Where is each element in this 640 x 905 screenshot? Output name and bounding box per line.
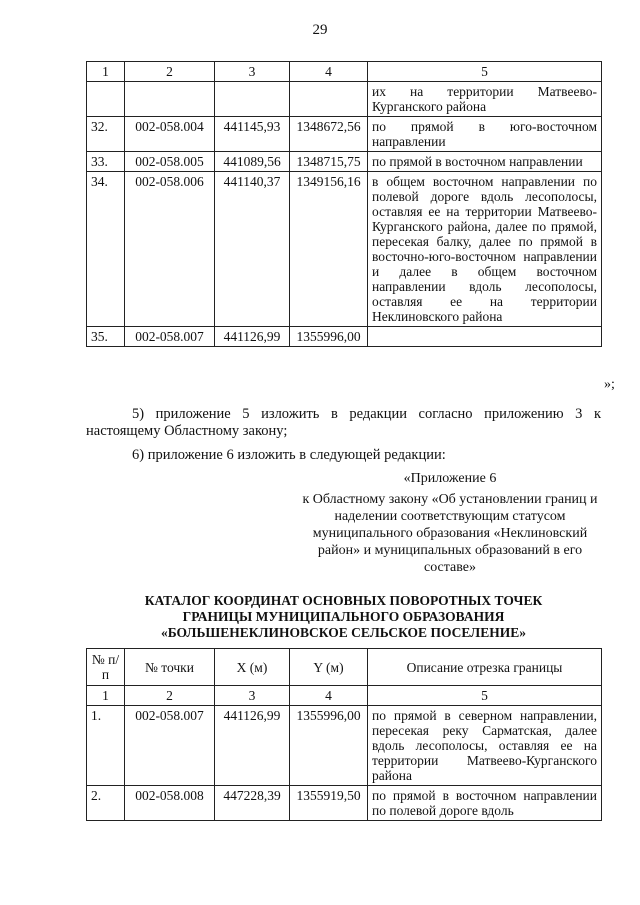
y-coordinate	[290, 82, 368, 117]
point-code: 002-058.004	[125, 117, 215, 152]
column-number: 3	[215, 62, 290, 82]
y-coordinate: 1355996,00	[290, 706, 368, 786]
segment-description: в общем восточном направлении по полевой дороге вдоль лесополосы, оставляя ее на территории Матвеево-Курганского района, далее по прямой, пересекая балку, далее по прямой в восточно-юго-восточном направлении и далее в общем восточном направлении вдоль лесополосы, оставляя ее на территории Неклиновского района	[368, 172, 602, 327]
y-coordinate: 1348672,56	[290, 117, 368, 152]
header-point: № точки	[125, 649, 215, 686]
y-coordinate: 1355919,50	[290, 786, 368, 821]
catalog-title	[86, 593, 601, 641]
segment-description: по прямой в восточном направлении по полевой дороге вдоль	[368, 786, 602, 821]
column-number: 5	[368, 62, 602, 82]
boundary-table-continued	[86, 61, 602, 347]
paragraph-5: 5) приложение 5 изложить в редакции согласно приложению 3 к настоящему Областному закону;	[86, 406, 601, 439]
catalog-title-line: КАТАЛОГ КООРДИНАТ ОСНОВНЫХ ПОВОРОТНЫХ ТОЧЕК	[144, 593, 543, 608]
x-coordinate: 441089,56	[215, 152, 290, 172]
segment-description: по прямой в северном направлении, пересекая реку Сарматская, далее вдоль лесополосы, оставляя ее на территории Матвеево-Курганского района	[368, 706, 602, 786]
closing-quote-mark: »;	[604, 377, 615, 392]
point-code: 002-058.005	[125, 152, 215, 172]
table-row	[87, 786, 602, 821]
segment-description: по прямой в юго-восточном направлении	[368, 117, 602, 152]
annex-heading: «Приложение 6	[403, 471, 497, 486]
row-index: 35.	[87, 327, 125, 347]
x-coordinate: 447228,39	[215, 786, 290, 821]
column-number: 2	[125, 686, 215, 706]
x-coordinate: 441145,93	[215, 117, 290, 152]
column-number: 1	[87, 62, 125, 82]
table-row	[87, 172, 602, 327]
column-number: 4	[290, 62, 368, 82]
table-header-row	[87, 649, 602, 686]
catalog-title-line: ГРАНИЦЫ МУНИЦИПАЛЬНОГО ОБРАЗОВАНИЯ	[182, 609, 505, 624]
column-number: 2	[125, 62, 215, 82]
x-coordinate	[215, 82, 290, 117]
header-number: № п/п	[87, 649, 125, 686]
header-x: X (м)	[215, 649, 290, 686]
row-index: 33.	[87, 152, 125, 172]
point-code	[125, 82, 215, 117]
segment-description	[368, 327, 602, 347]
table-row	[87, 327, 602, 347]
point-code: 002-058.007	[125, 706, 215, 786]
point-code: 002-058.008	[125, 786, 215, 821]
header-y: Y (м)	[290, 649, 368, 686]
x-coordinate: 441126,99	[215, 706, 290, 786]
segment-description: их на территории Матвеево-Курганского района	[368, 82, 602, 117]
header-description: Описание отрезка границы	[368, 649, 602, 686]
row-index: 2.	[87, 786, 125, 821]
annex-description: к Областному закону «Об установлении границ и наделении соответствующим статусом муниципального образования «Неклиновский район» и муниципальных образований в его составе»	[302, 492, 598, 575]
point-code: 002-058.006	[125, 172, 215, 327]
table-row	[87, 117, 602, 152]
table-row	[87, 152, 602, 172]
row-index: 34.	[87, 172, 125, 327]
table-row	[87, 706, 602, 786]
paragraph-6: 6) приложение 6 изложить в следующей редакции:	[132, 447, 446, 463]
table-column-numbers	[87, 686, 602, 706]
coordinate-catalog-table	[86, 648, 602, 821]
row-index: 32.	[87, 117, 125, 152]
catalog-title-line: «БОЛЬШЕНЕКЛИНОВСКОЕ СЕЛЬСКОЕ ПОСЕЛЕНИЕ»	[160, 625, 527, 640]
column-number: 1	[87, 686, 125, 706]
column-number: 5	[368, 686, 602, 706]
page-number: 29	[312, 22, 328, 38]
table-row	[87, 82, 602, 117]
row-index	[87, 82, 125, 117]
row-index: 1.	[87, 706, 125, 786]
table-column-numbers	[87, 62, 602, 82]
column-number: 3	[215, 686, 290, 706]
column-number: 4	[290, 686, 368, 706]
y-coordinate: 1348715,75	[290, 152, 368, 172]
y-coordinate: 1355996,00	[290, 327, 368, 347]
segment-description: по прямой в восточном направлении	[368, 152, 602, 172]
x-coordinate: 441126,99	[215, 327, 290, 347]
x-coordinate: 441140,37	[215, 172, 290, 327]
y-coordinate: 1349156,16	[290, 172, 368, 327]
point-code: 002-058.007	[125, 327, 215, 347]
